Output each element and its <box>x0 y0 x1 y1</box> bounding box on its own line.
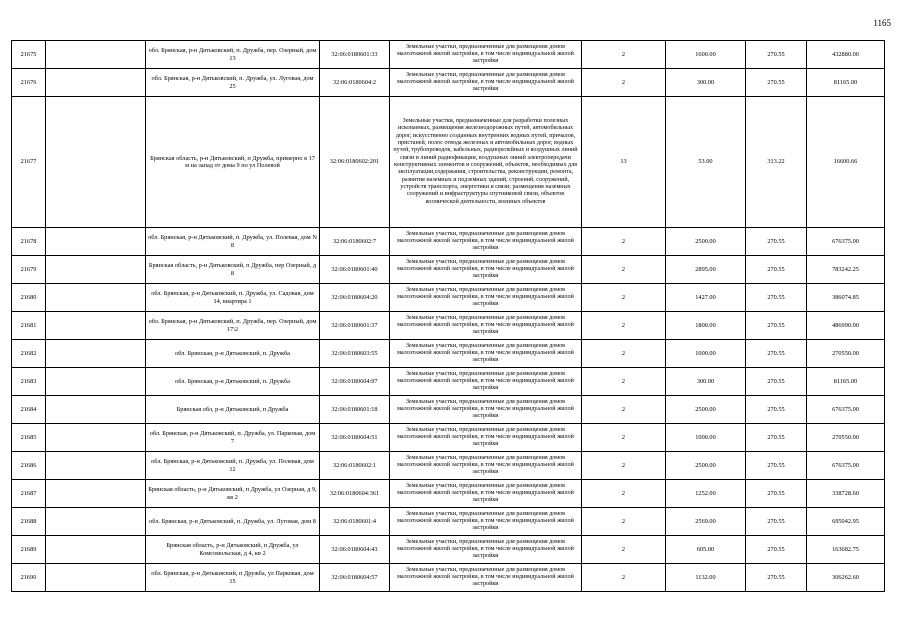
cadastral-value-cell: 270550.00 <box>807 340 885 368</box>
address-cell: обл. Брянская, р-н Дятьковский, п. Дружба, ул. Полевая, дом N 8 <box>146 228 320 256</box>
table-body <box>12 41 885 592</box>
specific-value-cell: 270.55 <box>746 340 807 368</box>
row-id-cell: 21676 <box>12 69 46 97</box>
specific-value-cell: 270.55 <box>746 228 807 256</box>
group-number-cell: 2 <box>582 284 666 312</box>
cadastral-number-cell: 32:06:0180601:18 <box>320 396 390 424</box>
spacer-cell <box>46 97 146 228</box>
spacer-cell <box>46 564 146 592</box>
area-cell: 605.00 <box>666 536 746 564</box>
spacer-cell <box>46 536 146 564</box>
area-cell: 2500.00 <box>666 396 746 424</box>
cadastral-number-cell: 32:06:0180602:1 <box>320 452 390 480</box>
table-row <box>12 368 885 396</box>
cadastral-value-cell: 695042.95 <box>807 508 885 536</box>
group-number-cell: 2 <box>582 340 666 368</box>
area-cell: 2500.00 <box>666 452 746 480</box>
address-cell: обл. Брянская, р-н Дятьковский, п. Дружба <box>146 368 320 396</box>
row-id-cell: 21675 <box>12 41 46 69</box>
land-use-purpose-cell: Земельные участки, предназначенные для размещения домов малоэтажной жилой застройки, в том числе индивидуальной жилой застройки <box>390 508 582 536</box>
row-id-cell: 21686 <box>12 452 46 480</box>
specific-value-cell: 270.55 <box>746 396 807 424</box>
row-id-cell: 21687 <box>12 480 46 508</box>
address-cell: обл. Брянская, р-н Дятьковский, п. Дружба, пер. Озерный, дом 17\2 <box>146 312 320 340</box>
specific-value-cell: 270.55 <box>746 424 807 452</box>
table-row <box>12 228 885 256</box>
group-number-cell: 2 <box>582 480 666 508</box>
row-id-cell: 21685 <box>12 424 46 452</box>
land-use-purpose-cell: Земельные участки, предназначенные для размещения домов малоэтажной жилой застройки, в том числе индивидуальной жилой застройки <box>390 41 582 69</box>
spacer-cell <box>46 256 146 284</box>
table-row <box>12 41 885 69</box>
land-use-purpose-cell: Земельные участки, предназначенные для разработки полезных ископаемых, размещения железнодорожных путей, автомобильных дорог, искусственно созданных внутренних водных путей, причалов, пристаней, полос отвода железных и автомобильных дорог, водных путей, трубопроводов, кабельных, радиорелейных и воздушных линий связи и линий радиофикации, воздушных линий электропередачи конструктивных элементов и сооружений, объектов, необходимых для эксплуатации,содержания, строительства, реконструкции, ремонта, развития наземных и подземных зданий, строений, сооружений, устройств транспорта, энергетики и связи; размещения наземных сооружений и инфраструктуры спутниковой связи, объектов космической деятельности, военных объектов <box>390 97 582 228</box>
cadastral-value-cell: 386074.85 <box>807 284 885 312</box>
row-id-cell: 21684 <box>12 396 46 424</box>
cadastral-number-cell: 32:06:0180601:40 <box>320 256 390 284</box>
spacer-cell <box>46 340 146 368</box>
land-use-purpose-cell: Земельные участки, предназначенные для размещения домов малоэтажной жилой застройки, в том числе индивидуальной жилой застройки <box>390 312 582 340</box>
cadastral-number-cell: 32:06:0180602:201 <box>320 97 390 228</box>
spacer-cell <box>46 508 146 536</box>
address-cell: Брянская область, р-н Дятьковский, п Дружба, ул Комсомольская, д 4, кв 2 <box>146 536 320 564</box>
land-use-purpose-cell: Земельные участки, предназначенные для размещения домов малоэтажной жилой застройки, в том числе индивидуальной жилой застройки <box>390 480 582 508</box>
table-row <box>12 97 885 228</box>
row-id-cell: 21690 <box>12 564 46 592</box>
cadastral-value-cell: 676375.00 <box>807 452 885 480</box>
row-id-cell: 21688 <box>12 508 46 536</box>
cadastral-number-cell: 32:06:0180604:97 <box>320 368 390 396</box>
table-row <box>12 396 885 424</box>
table-row <box>12 480 885 508</box>
row-id-cell: 21678 <box>12 228 46 256</box>
cadastral-number-cell: 32:06:0180604:361 <box>320 480 390 508</box>
land-use-purpose-cell: Земельные участки, предназначенные для размещения домов малоэтажной жилой застройки, в том числе индивидуальной жилой застройки <box>390 424 582 452</box>
specific-value-cell: 313.22 <box>746 97 807 228</box>
address-cell: обл. Брянская, р-н Дятьковский, п. Дружба, ул. Луговая, дом 8 <box>146 508 320 536</box>
cadastral-value-cell: 306262.60 <box>807 564 885 592</box>
table-row <box>12 312 885 340</box>
specific-value-cell: 270.55 <box>746 69 807 97</box>
spacer-cell <box>46 284 146 312</box>
area-cell: 1427.00 <box>666 284 746 312</box>
cadastral-number-cell: 32:06:0180601:4 <box>320 508 390 536</box>
row-id-cell: 21677 <box>12 97 46 228</box>
area-cell: 2569.00 <box>666 508 746 536</box>
cadastral-value-cell: 163682.75 <box>807 536 885 564</box>
area-cell: 1000.00 <box>666 340 746 368</box>
spacer-cell <box>46 69 146 97</box>
land-use-purpose-cell: Земельные участки, предназначенные для размещения домов малоэтажной жилой застройки, в том числе индивидуальной жилой застройки <box>390 340 582 368</box>
specific-value-cell: 270.55 <box>746 284 807 312</box>
land-use-purpose-cell: Земельные участки, предназначенные для размещения домов малоэтажной жилой застройки, в том числе индивидуальной жилой застройки <box>390 69 582 97</box>
cadastral-value-cell: 432880.00 <box>807 41 885 69</box>
group-number-cell: 2 <box>582 508 666 536</box>
specific-value-cell: 270.55 <box>746 452 807 480</box>
cadastral-value-cell: 676375.00 <box>807 228 885 256</box>
group-number-cell: 2 <box>582 312 666 340</box>
table-row <box>12 564 885 592</box>
specific-value-cell: 270.55 <box>746 312 807 340</box>
spacer-cell <box>46 41 146 69</box>
group-number-cell: 2 <box>582 41 666 69</box>
table-row <box>12 508 885 536</box>
area-cell: 1800.00 <box>666 312 746 340</box>
cadastral-number-cell: 32:06:0180602:7 <box>320 228 390 256</box>
area-cell: 2895.00 <box>666 256 746 284</box>
row-id-cell: 21679 <box>12 256 46 284</box>
address-cell: обл. Брянская, р-н Дятьковский, п. Дружба <box>146 340 320 368</box>
address-cell: Брянская область, р-н Дятьковский, п Дружба, ул Озерная, д 9, кв 2 <box>146 480 320 508</box>
group-number-cell: 2 <box>582 228 666 256</box>
spacer-cell <box>46 396 146 424</box>
table-row <box>12 340 885 368</box>
cadastral-value-cell: 16600.66 <box>807 97 885 228</box>
row-id-cell: 21682 <box>12 340 46 368</box>
specific-value-cell: 270.55 <box>746 256 807 284</box>
cadastral-value-cell: 270550.00 <box>807 424 885 452</box>
area-cell: 53.00 <box>666 97 746 228</box>
land-use-purpose-cell: Земельные участки, предназначенные для размещения домов малоэтажной жилой застройки, в том числе индивидуальной жилой застройки <box>390 452 582 480</box>
spacer-cell <box>46 312 146 340</box>
cadastral-number-cell: 32:06:0180604:43 <box>320 536 390 564</box>
land-use-purpose-cell: Земельные участки, предназначенные для размещения домов малоэтажной жилой застройки, в том числе индивидуальной жилой застройки <box>390 256 582 284</box>
row-id-cell: 21680 <box>12 284 46 312</box>
cadastral-value-cell: 783242.25 <box>807 256 885 284</box>
spacer-cell <box>46 228 146 256</box>
address-cell: обл. Брянская, р-н Дятьковский, п. Дружба, ул. Полевая, дом 12 <box>146 452 320 480</box>
land-use-purpose-cell: Земельные участки, предназначенные для размещения домов малоэтажной жилой застройки, в том числе индивидуальной жилой застройки <box>390 564 582 592</box>
group-number-cell: 2 <box>582 256 666 284</box>
cadastral-value-cell: 338728.60 <box>807 480 885 508</box>
specific-value-cell: 270.55 <box>746 508 807 536</box>
specific-value-cell: 270.55 <box>746 480 807 508</box>
address-cell: обл. Брянская, р-н Дятьковский, п. Дружба, пер. Озерный, дом 13 <box>146 41 320 69</box>
address-cell: обл. Брянская, р-н Дятьковский, п. Дружба, ул. Луговая, дом 25 <box>146 69 320 97</box>
table-row <box>12 424 885 452</box>
table-row <box>12 256 885 284</box>
land-use-purpose-cell: Земельные участки, предназначенные для размещения домов малоэтажной жилой застройки, в том числе индивидуальной жилой застройки <box>390 228 582 256</box>
land-use-purpose-cell: Земельные участки, предназначенные для размещения домов малоэтажной жилой застройки, в том числе индивидуальной жилой застройки <box>390 396 582 424</box>
land-plot-table <box>11 40 885 592</box>
address-cell: Брянская обл, р-н Дятьковский, п Дружба <box>146 396 320 424</box>
row-id-cell: 21689 <box>12 536 46 564</box>
address-cell: обл. Брянская, р-н Дятьковский, п. Дружба, ул. Садовая, дом 14, квартира 1 <box>146 284 320 312</box>
group-number-cell: 2 <box>582 396 666 424</box>
group-number-cell: 13 <box>582 97 666 228</box>
group-number-cell: 2 <box>582 452 666 480</box>
area-cell: 1132.00 <box>666 564 746 592</box>
cadastral-number-cell: 32:06:0180601:33 <box>320 41 390 69</box>
group-number-cell: 2 <box>582 424 666 452</box>
address-cell: Брянская область, р-н Дятьковский, п Дружба, пер Озерный, д 8 <box>146 256 320 284</box>
land-use-purpose-cell: Земельные участки, предназначенные для размещения домов малоэтажной жилой застройки, в том числе индивидуальной жилой застройки <box>390 536 582 564</box>
specific-value-cell: 270.55 <box>746 368 807 396</box>
area-cell: 1600.00 <box>666 41 746 69</box>
row-id-cell: 21681 <box>12 312 46 340</box>
specific-value-cell: 270.55 <box>746 41 807 69</box>
cadastral-number-cell: 32:06:0180601:37 <box>320 312 390 340</box>
table-row <box>12 536 885 564</box>
cadastral-value-cell: 676375.00 <box>807 396 885 424</box>
page-number: 1165 <box>873 18 891 28</box>
cadastral-number-cell: 32:06:0180603:55 <box>320 340 390 368</box>
land-use-purpose-cell: Земельные участки, предназначенные для размещения домов малоэтажной жилой застройки, в том числе индивидуальной жилой застройки <box>390 368 582 396</box>
group-number-cell: 2 <box>582 368 666 396</box>
cadastral-value-cell: 81165.00 <box>807 368 885 396</box>
table-row <box>12 452 885 480</box>
area-cell: 1000.00 <box>666 424 746 452</box>
group-number-cell: 2 <box>582 564 666 592</box>
area-cell: 2500.00 <box>666 228 746 256</box>
spacer-cell <box>46 452 146 480</box>
specific-value-cell: 270.55 <box>746 564 807 592</box>
address-cell: Брянская область, р-н Дятьковский, п Дружба, примерно в 17 м на запад от дома 9 по ул Полевой <box>146 97 320 228</box>
spacer-cell <box>46 480 146 508</box>
cadastral-value-cell: 81165.00 <box>807 69 885 97</box>
cadastral-number-cell: 32:06:0180604:2 <box>320 69 390 97</box>
land-use-purpose-cell: Земельные участки, предназначенные для размещения домов малоэтажной жилой застройки, в том числе индивидуальной жилой застройки <box>390 284 582 312</box>
group-number-cell: 2 <box>582 69 666 97</box>
table-row <box>12 69 885 97</box>
area-cell: 1252.00 <box>666 480 746 508</box>
address-cell: обл. Брянская, р-н Дятьковский, п. Дружба, ул. Парковая, дом 7 <box>146 424 320 452</box>
spacer-cell <box>46 424 146 452</box>
specific-value-cell: 270.55 <box>746 536 807 564</box>
area-cell: 300.00 <box>666 368 746 396</box>
address-cell: обл. Брянская, р-н Дятьковский, п Дружба, ул Парковая, дом 15 <box>146 564 320 592</box>
table-row <box>12 284 885 312</box>
cadastral-value-cell: 486990.00 <box>807 312 885 340</box>
group-number-cell: 2 <box>582 536 666 564</box>
cadastral-number-cell: 32:06:0180604:57 <box>320 564 390 592</box>
row-id-cell: 21683 <box>12 368 46 396</box>
cadastral-number-cell: 32:06:0180604:51 <box>320 424 390 452</box>
area-cell: 300.00 <box>666 69 746 97</box>
spacer-cell <box>46 368 146 396</box>
cadastral-number-cell: 32:06:0180604:20 <box>320 284 390 312</box>
